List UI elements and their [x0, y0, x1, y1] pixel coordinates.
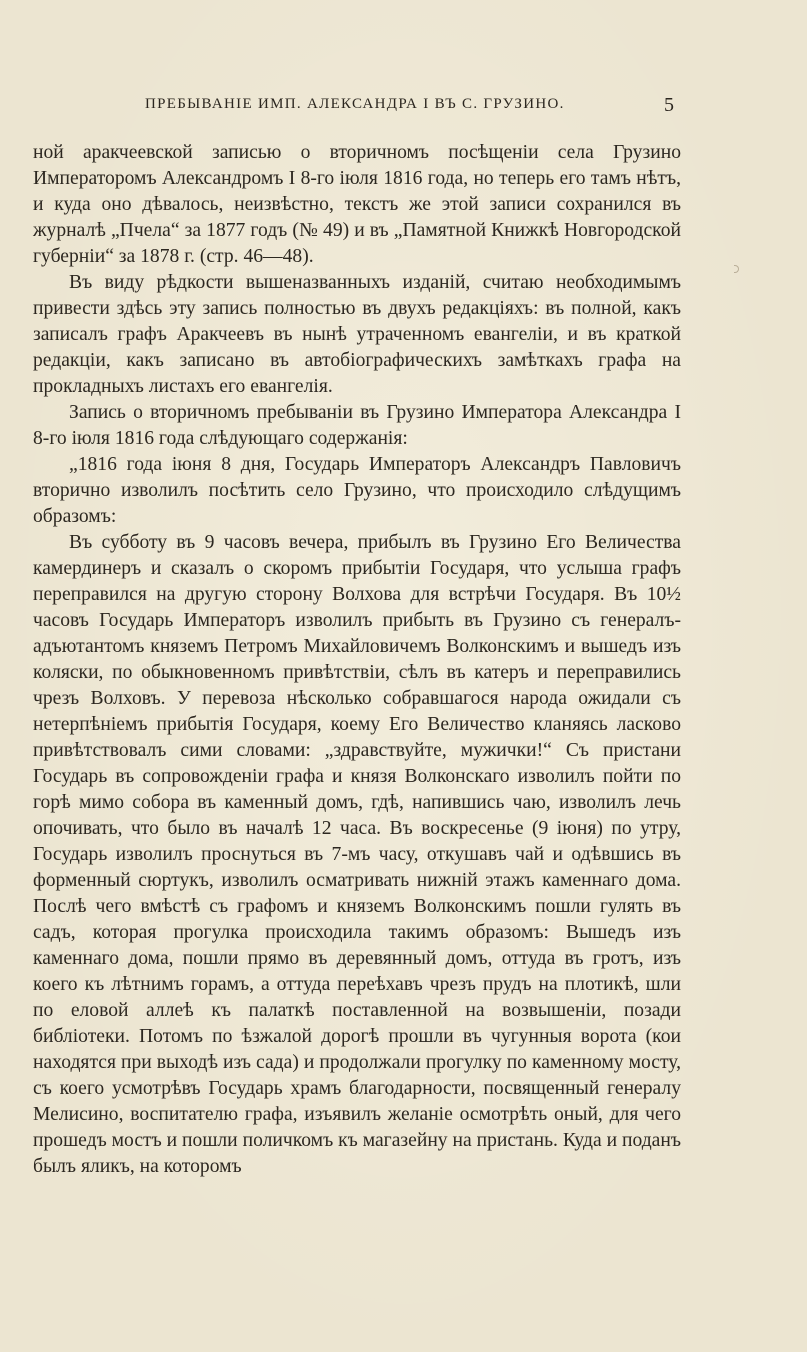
paragraph-quote-start: „1816 года іюня 8 дня, Государь Императоръ Александръ Павловичъ вторично изволилъ посѣтить село Грузино, что происходило слѣдущимъ образомъ: [33, 454, 681, 527]
running-title: ПРЕБЫВАНІЕ ИМП. АЛЕКСАНДРА I ВЪ С. ГРУЗИНО. [145, 96, 565, 112]
paragraph: Въ субботу въ 9 часовъ вечера, прибылъ въ Грузино Его Величества камердинеръ и сказалъ о скоромъ прибытіи Государя, что услыша графъ переправился на другую сторону Волхова для встрѣчи Государя. Въ 10½ часовъ Государь Императоръ изволилъ прибыть въ Грузино съ генералъ-адъютантомъ княземъ Петромъ Михайловичемъ Волконскимъ и вышедъ изъ коляски, по обыкновенномъ привѣтствіи, сѣлъ въ катеръ и переправились чрезъ Волховъ. У перевоза нѣсколько собравшагося народа ожидали съ нетерпѣніемъ прибытія Государя, коему Его Величество кланяясь ласково привѣтствовалъ сими словами: „здравствуйте, мужички!“ Съ пристани Государь въ сопровожденіи графа и князя Волконскаго изволилъ пойти по горѣ мимо собора въ каменный домъ, гдѣ, напившись чаю, изволилъ лечь опочивать, что было въ началѣ 12 часа. Въ воскресенье (9 іюня) по утру, Государь изволилъ проснуться въ 7-мъ часу, откушавъ чай и одѣвшись въ форменный сюртукъ, изволилъ осматривать нижній этажъ каменнаго дома. Послѣ чего вмѣстѣ съ графомъ и княземъ Волконскимъ пошли гулять въ садъ, которая прогулка происходила такимъ образомъ: Вышедъ изъ каменнаго дома, пошли прямо въ деревянный домъ, оттуда въ гротъ, изъ коего къ лѣтнимъ горамъ, а оттуда переѣхавъ чрезъ прудъ на плотикѣ, шли по еловой аллеѣ къ палаткѣ поставленной на возвышеніи, позади библіотеки. Потомъ по ѣзжалой дорогѣ прошли въ чугунныя ворота (кои находятся при выходѣ изъ сада) и продолжали прогулку по каменному мосту, съ коего усмотрѣвъ Государь храмъ благодарности, посвященный генералу Мелисино, воспитателю графа, изъявилъ желаніе осмотрѣть оный, для чего прошедъ мостъ и пошли поличкомъ къ магазейну на пристань. Куда и поданъ былъ яликъ, на которомъ [33, 532, 681, 1177]
margin-mark [734, 265, 739, 273]
paragraph: Въ виду рѣдкости вышеназванныхъ изданій, считаю необходимымъ привести здѣсь эту запись полностью въ двухъ редакціяхъ: въ полной, какъ записалъ графъ Аракчеевъ въ нынѣ утраченномъ евангеліи, и въ краткой редакціи, какъ записано въ автобіографическихъ замѣткахъ графа на прокладныхъ листахъ его евангелія. [33, 272, 681, 397]
paragraph: Запись о вторичномъ пребываніи въ Грузино Императора Александра I 8-го іюля 1816 года слѣдующаго содержанія: [33, 402, 681, 449]
page-number: 5 [664, 94, 674, 116]
paragraph-continuation: ной аракчеевской записью о вторичномъ посѣщеніи села Грузино Императоромъ Александромъ I 8-го іюля 1816 года, но теперь его тамъ нѣтъ, и куда оно дѣвалось, неизвѣстно, текстъ же этой записи сохранился въ журналѣ „Пчела“ за 1877 годъ (№ 49) и въ „Памятной Книжкѣ Новгородской губерніи“ за 1878 г. (стр. 46—48). [33, 142, 681, 267]
body-text [33, 140, 681, 1180]
